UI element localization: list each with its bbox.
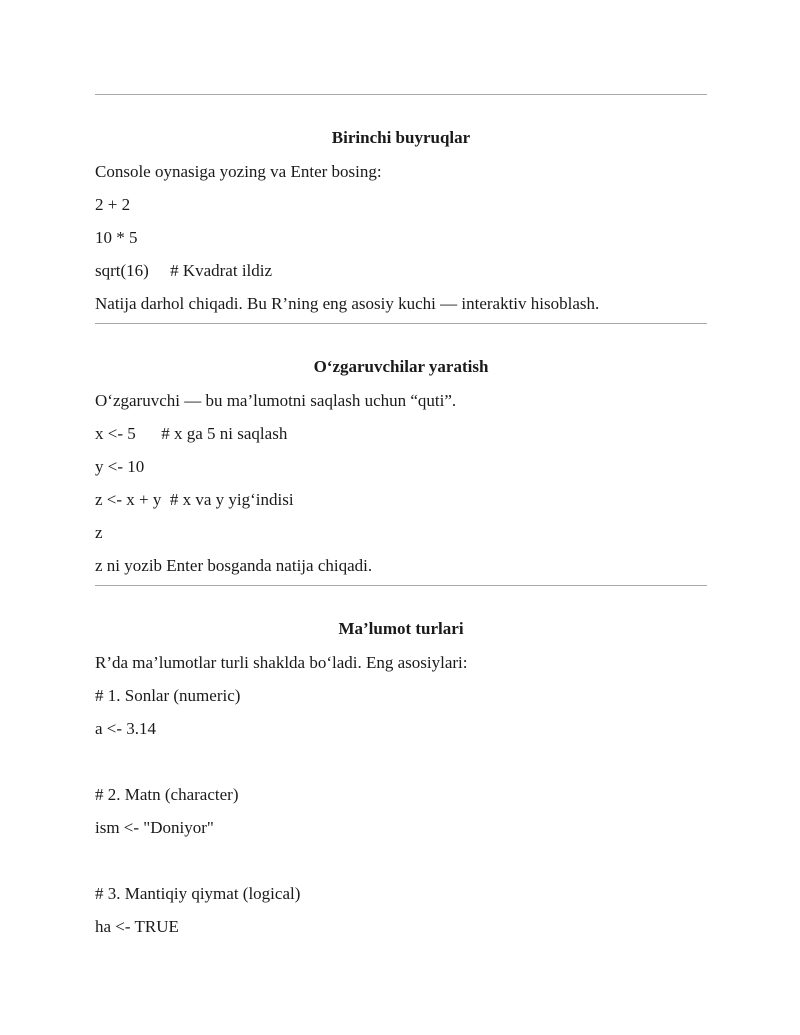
blank-line: [95, 851, 707, 871]
paragraph: z ni yozib Enter bosganda natija chiqadi.: [95, 556, 373, 575]
paragraph: R’da ma’lumotlar turli shaklda bo‘ladi. Eng asosiylari:: [95, 653, 468, 672]
code-line: 2 + 2: [95, 195, 131, 214]
paragraph: Natija darhol chiqadi. Bu R’ning eng asosiy kuchi — interaktiv hisoblash.: [95, 294, 600, 313]
section-divider: [95, 585, 707, 586]
code-line: x <- 5 # x ga 5 ni saqlash: [95, 424, 288, 443]
code-line: sqrt(16) # Kvadrat ildiz: [95, 261, 273, 280]
code-line: ha <- TRUE: [95, 917, 179, 936]
code-comment: # 1. Sonlar (numeric): [95, 686, 241, 705]
code-comment: # 3. Mantiqiy qiymat (logical): [95, 884, 301, 903]
code-line: ism <- "Doniyor": [95, 818, 214, 837]
code-line: y <- 10: [95, 457, 145, 476]
section-divider: [95, 94, 707, 95]
document-page: [95, 94, 707, 937]
section-variables: [95, 357, 707, 576]
section-title: Ma’lumot turlari: [338, 619, 464, 638]
paragraph: Console oynasiga yozing va Enter bosing:: [95, 162, 382, 181]
blank-line: [95, 752, 707, 772]
code-comment: # 2. Matn (character): [95, 785, 239, 804]
section-data-types: [95, 619, 707, 937]
section-title: Birinchi buyruqlar: [331, 128, 471, 147]
section-divider: [95, 323, 707, 324]
code-line: 10 * 5: [95, 228, 138, 247]
code-line: z <- x + y # x va y yig‘indisi: [95, 490, 294, 509]
paragraph: O‘zgaruvchi — bu ma’lumotni saqlash uchun “quti”.: [95, 391, 457, 410]
code-line: a <- 3.14: [95, 719, 157, 738]
section-title: O‘zgaruvchilar yaratish: [313, 357, 489, 376]
code-line: z: [95, 523, 103, 542]
section-first-commands: [95, 128, 707, 314]
